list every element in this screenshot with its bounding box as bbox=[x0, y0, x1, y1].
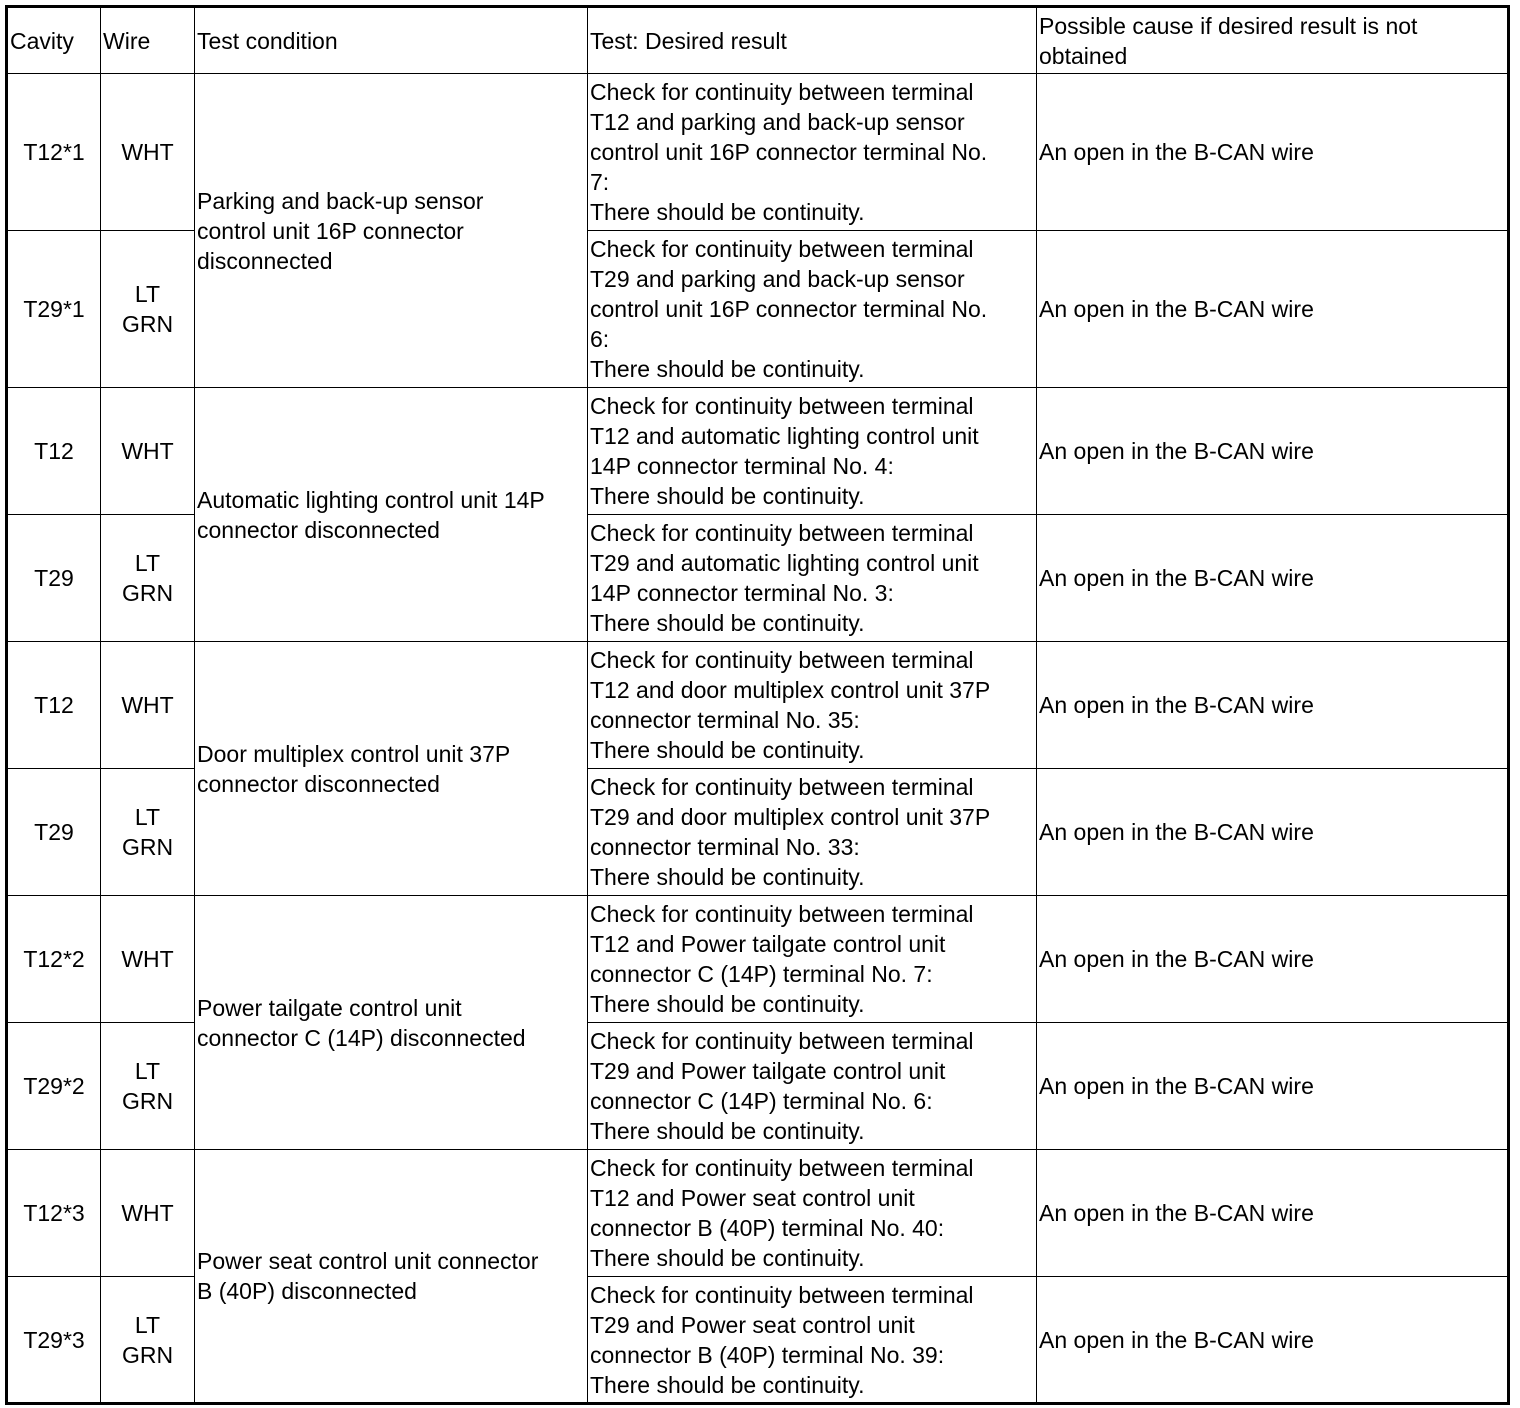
header-row bbox=[7, 7, 1509, 74]
cause-cell: An open in the B-CAN wire bbox=[1037, 1277, 1509, 1404]
table-row bbox=[7, 388, 1509, 515]
cause-cell: An open in the B-CAN wire bbox=[1037, 896, 1509, 1023]
table-row bbox=[7, 896, 1509, 1023]
table-body bbox=[7, 74, 1509, 1404]
condition-cell: Automatic lighting control unit 14P connector disconnected bbox=[195, 388, 588, 642]
condition-cell: Power seat control unit connector B (40P) disconnected bbox=[195, 1150, 588, 1404]
test-cell: Check for continuity between terminal T12 and automatic lighting control unit 14P connector terminal No. 4: There should be continuity. bbox=[588, 388, 1037, 515]
cavity-cell: T12 bbox=[7, 642, 101, 769]
cavity-cell: T29 bbox=[7, 515, 101, 642]
header-cause: Possible cause if desired result is not obtained bbox=[1037, 7, 1509, 74]
wire-cell: LT GRN bbox=[101, 769, 195, 896]
wire-cell: LT GRN bbox=[101, 231, 195, 388]
test-cell: Check for continuity between terminal T29 and parking and back-up sensor control unit 16P connector terminal No. 6: There should be continuity. bbox=[588, 231, 1037, 388]
wire-cell: WHT bbox=[101, 74, 195, 231]
cavity-cell: T29*3 bbox=[7, 1277, 101, 1404]
header-condition: Test condition bbox=[195, 7, 588, 74]
cause-cell: An open in the B-CAN wire bbox=[1037, 1023, 1509, 1150]
condition-cell: Parking and back-up sensor control unit 16P connector disconnected bbox=[195, 74, 588, 388]
table-row bbox=[7, 74, 1509, 231]
wire-cell: LT GRN bbox=[101, 1277, 195, 1404]
test-cell: Check for continuity between terminal T29 and automatic lighting control unit 14P connector terminal No. 3: There should be continuity. bbox=[588, 515, 1037, 642]
cavity-cell: T29 bbox=[7, 769, 101, 896]
cause-cell: An open in the B-CAN wire bbox=[1037, 642, 1509, 769]
cause-cell: An open in the B-CAN wire bbox=[1037, 515, 1509, 642]
table-header bbox=[7, 7, 1509, 74]
test-cell: Check for continuity between terminal T12 and parking and back-up sensor control unit 16P connector terminal No. 7: There should be continuity. bbox=[588, 74, 1037, 231]
wire-cell: WHT bbox=[101, 642, 195, 769]
test-cell: Check for continuity between terminal T29 and door multiplex control unit 37P connector terminal No. 33: There should be continuity. bbox=[588, 769, 1037, 896]
cavity-cell: T29*1 bbox=[7, 231, 101, 388]
wire-cell: WHT bbox=[101, 1150, 195, 1277]
header-wire: Wire bbox=[101, 7, 195, 74]
wire-cell: LT GRN bbox=[101, 515, 195, 642]
test-cell: Check for continuity between terminal T29 and Power seat control unit connector B (40P) terminal No. 39: There should be continuity. bbox=[588, 1277, 1037, 1404]
cause-cell: An open in the B-CAN wire bbox=[1037, 388, 1509, 515]
cause-cell: An open in the B-CAN wire bbox=[1037, 769, 1509, 896]
test-cell: Check for continuity between terminal T29 and Power tailgate control unit connector C (14P) terminal No. 6: There should be continuity. bbox=[588, 1023, 1037, 1150]
header-result: Test: Desired result bbox=[588, 7, 1037, 74]
table-row bbox=[7, 1150, 1509, 1277]
diagnostic-table bbox=[5, 5, 1510, 1405]
test-cell: Check for continuity between terminal T12 and Power seat control unit connector B (40P) terminal No. 40: There should be continuity. bbox=[588, 1150, 1037, 1277]
table-row bbox=[7, 642, 1509, 769]
cause-cell: An open in the B-CAN wire bbox=[1037, 74, 1509, 231]
condition-cell: Door multiplex control unit 37P connector disconnected bbox=[195, 642, 588, 896]
cavity-cell: T12*1 bbox=[7, 74, 101, 231]
cause-cell: An open in the B-CAN wire bbox=[1037, 1150, 1509, 1277]
wire-cell: WHT bbox=[101, 896, 195, 1023]
wire-cell: LT GRN bbox=[101, 1023, 195, 1150]
test-cell: Check for continuity between terminal T12 and Power tailgate control unit connector C (14P) terminal No. 7: There should be continuity. bbox=[588, 896, 1037, 1023]
wire-cell: WHT bbox=[101, 388, 195, 515]
cavity-cell: T29*2 bbox=[7, 1023, 101, 1150]
test-cell: Check for continuity between terminal T12 and door multiplex control unit 37P connector terminal No. 35: There should be continuity. bbox=[588, 642, 1037, 769]
header-cavity: Cavity bbox=[7, 7, 101, 74]
condition-cell: Power tailgate control unit connector C (14P) disconnected bbox=[195, 896, 588, 1150]
cavity-cell: T12 bbox=[7, 388, 101, 515]
cavity-cell: T12*2 bbox=[7, 896, 101, 1023]
cavity-cell: T12*3 bbox=[7, 1150, 101, 1277]
cause-cell: An open in the B-CAN wire bbox=[1037, 231, 1509, 388]
